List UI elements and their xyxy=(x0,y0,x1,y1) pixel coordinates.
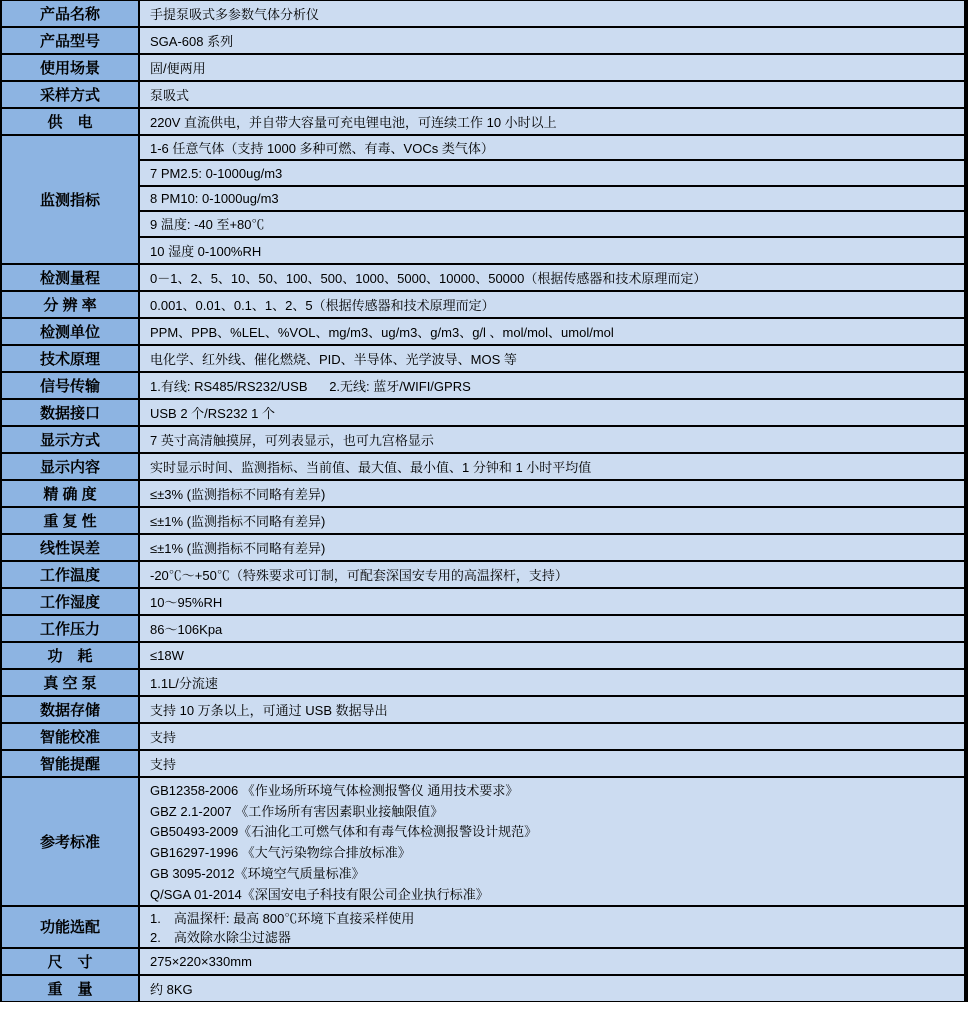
spec-row xyxy=(2,562,964,589)
spec-label: 数据存储 xyxy=(2,697,140,722)
spec-value-area xyxy=(140,265,964,290)
spec-value-area xyxy=(140,427,964,452)
spec-value: GB12358-2006 《作业场所环境气体检测报警仪 通用技术要求》 xyxy=(150,782,519,798)
spec-value-area xyxy=(140,373,964,398)
spec-value: 支持 xyxy=(150,756,177,772)
spec-value: 泵吸式 xyxy=(150,88,190,103)
spec-row xyxy=(2,319,964,346)
spec-value: 10 湿度 0-100%RH xyxy=(150,243,262,259)
spec-value-area xyxy=(140,319,964,344)
spec-value: 1-6 任意气体（支持 1000 多种可燃、有毒、VOCs 类气体） xyxy=(140,136,964,161)
spec-value-area xyxy=(140,589,964,614)
spec-row xyxy=(2,670,964,697)
spec-label: 智能校准 xyxy=(2,724,140,749)
spec-value-area xyxy=(140,616,964,641)
spec-value: Q/SGA 01-2014《深国安电子科技有限公司企业执行标准》 xyxy=(150,886,489,902)
spec-row xyxy=(2,346,964,373)
spec-value-area xyxy=(140,907,964,947)
spec-value: ≤18W xyxy=(150,647,184,663)
spec-value: GB16297-1996 《大气污染物综合排放标准》 xyxy=(150,845,411,861)
spec-row xyxy=(2,373,964,400)
spec-row xyxy=(2,616,964,643)
spec-row xyxy=(2,907,964,949)
spec-label: 信号传输 xyxy=(2,373,140,398)
spec-row xyxy=(2,724,964,751)
spec-value-area xyxy=(140,109,964,134)
spec-label: 工作温度 xyxy=(2,562,140,587)
spec-value: 固/便两用 xyxy=(150,61,206,76)
spec-label: 数据接口 xyxy=(2,400,140,425)
spec-value: USB 2 个/RS232 1 个 xyxy=(150,405,275,421)
spec-label: 显示方式 xyxy=(2,427,140,452)
spec-label: 线性误差 xyxy=(2,535,140,560)
spec-row xyxy=(2,1,964,28)
spec-value: 220V 直流供电，并自带大容量可充电锂电池，可连续工作 10 小时以上 xyxy=(150,115,557,130)
spec-row xyxy=(2,427,964,454)
spec-value: GB50493-2009《石油化工可燃气体和有毒气体检测报警设计规范》 xyxy=(150,824,538,840)
spec-label: 尺 寸 xyxy=(2,949,140,974)
spec-label: 采样方式 xyxy=(2,82,140,107)
spec-value-area xyxy=(140,751,964,776)
spec-value-area xyxy=(140,28,964,53)
spec-value-area xyxy=(140,346,964,371)
spec-value-area xyxy=(140,778,964,905)
spec-value-area xyxy=(140,136,964,263)
spec-value-area xyxy=(140,724,964,749)
spec-value-area xyxy=(140,292,964,317)
spec-value: -20℃～+50℃（特殊要求可订制，可配套深国安专用的高温探杆，支持） xyxy=(150,567,568,583)
spec-value: 1.有线: RS485/RS232/USB 2.无线: 蓝牙/WIFI/GPRS xyxy=(150,378,471,394)
spec-row xyxy=(2,508,964,535)
spec-value: GB 3095-2012《环境空气质量标准》 xyxy=(150,866,365,882)
spec-label: 参考标准 xyxy=(2,778,140,905)
spec-row xyxy=(2,82,964,109)
spec-value: 0－1、2、5、10、50、100、500、1000、5000、10000、50000（根据传感器和技术原理而定） xyxy=(150,270,707,286)
spec-label: 功能选配 xyxy=(2,907,140,947)
spec-label: 功 耗 xyxy=(2,643,140,668)
spec-value: 7 PM2.5: 0-1000ug/m3 xyxy=(140,161,964,186)
spec-value: 支持 10 万条以上，可通过 USB 数据导出 xyxy=(150,702,388,718)
spec-value-area xyxy=(140,454,964,479)
spec-value-area xyxy=(140,697,964,722)
spec-value: 1. 高温探杆: 最高 800℃环境下直接采样使用 xyxy=(150,910,415,926)
spec-row xyxy=(2,751,964,778)
spec-label: 工作压力 xyxy=(2,616,140,641)
spec-row xyxy=(2,109,964,136)
spec-label: 产品名称 xyxy=(2,1,140,26)
spec-value: 2. 高效除水除尘过滤器 xyxy=(150,929,291,945)
spec-value-area xyxy=(140,949,964,974)
spec-label: 工作湿度 xyxy=(2,589,140,614)
spec-label: 监测指标 xyxy=(2,136,140,263)
spec-row xyxy=(2,265,964,292)
spec-value-area xyxy=(140,55,964,80)
spec-value: PPM、PPB、%LEL、%VOL、mg/m3、ug/m3、g/m3、g/l 、mol/mol、umol/mol xyxy=(150,324,614,340)
spec-label: 分 辨 率 xyxy=(2,292,140,317)
spec-value-area xyxy=(140,643,964,668)
spec-row xyxy=(2,589,964,616)
spec-value-area xyxy=(140,976,964,1001)
spec-value-area xyxy=(140,400,964,425)
spec-row xyxy=(2,949,964,976)
spec-label: 显示内容 xyxy=(2,454,140,479)
spec-label: 使用场景 xyxy=(2,55,140,80)
spec-value-area xyxy=(140,562,964,587)
spec-row xyxy=(2,400,964,427)
spec-value: 手提泵吸式多参数气体分析仪 xyxy=(150,7,320,22)
spec-value: 9 温度: -40 至+80℃ xyxy=(140,212,964,237)
spec-value-area xyxy=(140,1,964,26)
spec-value: GBZ 2.1-2007 《工作场所有害因素职业接触限值》 xyxy=(150,803,444,819)
spec-value: 86～106Kpa xyxy=(150,621,223,637)
spec-label: 检测单位 xyxy=(2,319,140,344)
spec-value: ≤±3% (监测指标不同略有差异) xyxy=(150,486,326,502)
spec-value: 275×220×330mm xyxy=(150,953,252,969)
spec-value-area xyxy=(140,535,964,560)
spec-label: 重 量 xyxy=(2,976,140,1001)
spec-value: ≤±1% (监测指标不同略有差异) xyxy=(150,513,326,529)
spec-value: 实时显示时间、监测指标、当前值、最大值、最小值、1 分钟和 1 小时平均值 xyxy=(150,459,592,475)
spec-value: 1.1L/分流速 xyxy=(150,675,218,691)
spec-label: 精 确 度 xyxy=(2,481,140,506)
spec-row xyxy=(2,976,964,1001)
spec-label: 智能提醒 xyxy=(2,751,140,776)
spec-row xyxy=(2,481,964,508)
spec-value: 约 8KG xyxy=(150,981,193,997)
spec-label: 产品型号 xyxy=(2,28,140,53)
spec-value: 8 PM10: 0-1000ug/m3 xyxy=(140,187,964,212)
spec-row xyxy=(2,454,964,481)
spec-row xyxy=(2,535,964,562)
spec-label: 真 空 泵 xyxy=(2,670,140,695)
spec-row xyxy=(2,643,964,670)
spec-value: 支持 xyxy=(150,729,177,745)
spec-label: 检测量程 xyxy=(2,265,140,290)
spec-label: 供 电 xyxy=(2,109,140,134)
spec-value: ≤±1% (监测指标不同略有差异) xyxy=(150,540,326,556)
spec-row xyxy=(2,697,964,724)
spec-value-area xyxy=(140,670,964,695)
spec-value: SGA-608 系列 xyxy=(150,34,234,49)
spec-value: 0.001、0.01、0.1、1、2、5（根据传感器和技术原理而定） xyxy=(150,297,495,313)
spec-row xyxy=(2,136,964,265)
spec-value-area xyxy=(140,508,964,533)
spec-row xyxy=(2,778,964,907)
spec-value: 电化学、红外线、催化燃烧、PID、半导体、光学波导、MOS 等 xyxy=(150,351,517,367)
spec-label: 重 复 性 xyxy=(2,508,140,533)
spec-value: 7 英寸高清触摸屏，可列表显示，也可九宫格显示 xyxy=(150,432,434,448)
spec-label: 技术原理 xyxy=(2,346,140,371)
spec-row xyxy=(2,55,964,82)
spec-row xyxy=(2,28,964,55)
spec-row xyxy=(2,292,964,319)
spec-value: 10～95%RH xyxy=(150,594,223,610)
spec-value-area xyxy=(140,82,964,107)
spec-value-area xyxy=(140,481,964,506)
